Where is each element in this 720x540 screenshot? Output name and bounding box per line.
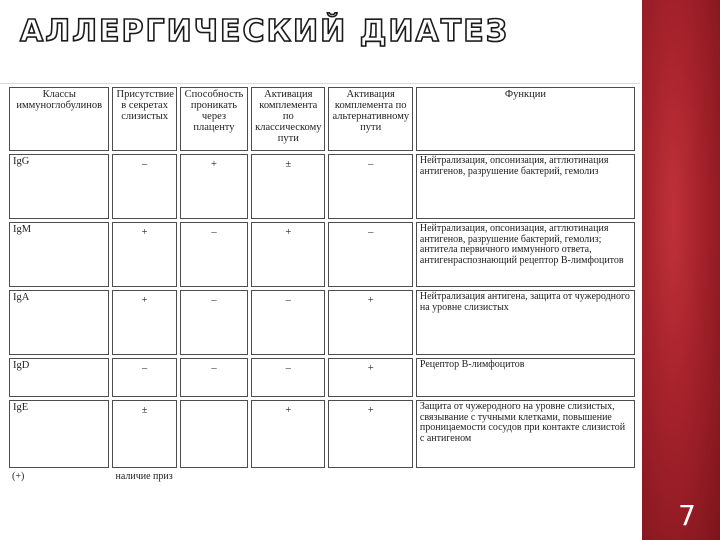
header-placenta: Способность проникать через плаценту (180, 87, 248, 151)
secretion-cell: + (112, 290, 176, 355)
function-cell: Защита от чужеродного на уровне слизистых, связывание с тучными клетками, повышение проницаемости сосудов при контакте слизистой с антигеном (416, 400, 635, 468)
slide-title: АЛЛЕРГИЧЕСКИЙ ДИАТЕЗ (20, 14, 510, 49)
alternative-pathway-cell: + (328, 290, 412, 355)
table-row (9, 290, 635, 355)
class-cell: IgA (9, 290, 109, 355)
alternative-pathway-cell: – (328, 154, 412, 219)
header-classic-pathway: Активация комплемента по классическому пути (251, 87, 325, 151)
footnote-symbol: (+) (12, 471, 25, 482)
footnote-text: наличие приз (115, 471, 173, 482)
classic-pathway-cell: – (251, 290, 325, 355)
function-cell: Нейтрализация, опсонизация, агглютинация антигенов, разрушение бактерий, гемолиз; антитела первичного иммунного ответа, антигенраспознающий рецептор В-лимфоцитов (416, 222, 635, 287)
classic-pathway-cell: + (251, 400, 325, 468)
classic-pathway-cell: – (251, 358, 325, 397)
secretion-cell: ± (112, 400, 176, 468)
table-row (9, 154, 635, 219)
class-cell: IgG (9, 154, 109, 219)
header-functions: Функции (416, 87, 635, 151)
immunoglobulin-table-image (6, 84, 638, 492)
placenta-cell: – (180, 222, 248, 287)
header-secretion: Присутствие в секретах слизистых (112, 87, 176, 151)
secretion-cell: – (112, 358, 176, 397)
table-header-row (9, 87, 635, 151)
function-cell: Нейтрализация антигена, защита от чужеродного на уровне слизистых (416, 290, 635, 355)
table-footnote (9, 471, 635, 486)
table-row (9, 400, 635, 468)
class-cell: IgD (9, 358, 109, 397)
header-alternative-pathway: Активация комплемента по альтернативному пути (328, 87, 412, 151)
header-classes: Классы иммуноглобулинов (9, 87, 109, 151)
placenta-cell: – (180, 358, 248, 397)
alternative-pathway-cell: + (328, 400, 412, 468)
function-cell: Рецептор В-лимфоцитов (416, 358, 635, 397)
secretion-cell: + (112, 222, 176, 287)
alternative-pathway-cell: + (328, 358, 412, 397)
placenta-cell (180, 400, 248, 468)
page-number: 7 (678, 499, 696, 532)
placenta-cell: – (180, 290, 248, 355)
footnote-blank (251, 471, 635, 486)
alternative-pathway-cell: – (328, 222, 412, 287)
immunoglobulin-table (6, 84, 638, 489)
table-row (9, 358, 635, 397)
placenta-cell: + (180, 154, 248, 219)
decorative-side-band (642, 0, 720, 540)
function-cell: Нейтрализация, опсонизация, агглютинация антигенов, разрушение бактерий, гемолиз (416, 154, 635, 219)
table-row (9, 222, 635, 287)
classic-pathway-cell: + (251, 222, 325, 287)
classic-pathway-cell: ± (251, 154, 325, 219)
secretion-cell: – (112, 154, 176, 219)
class-cell: IgE (9, 400, 109, 468)
class-cell: IgM (9, 222, 109, 287)
